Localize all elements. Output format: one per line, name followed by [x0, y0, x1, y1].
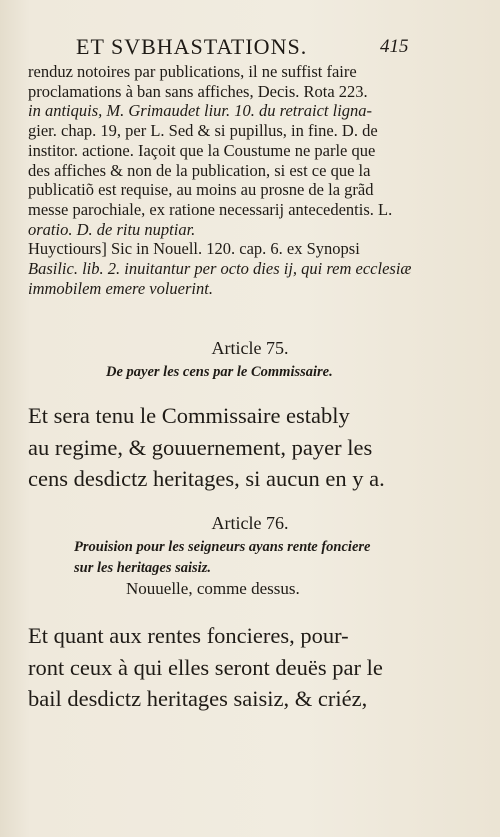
page-number: 415 [380, 36, 409, 57]
note-line: immobilem emere voluerint. [28, 278, 213, 298]
text-line: cens desdictz heritages, si aucun en y a. [28, 466, 385, 491]
note-line: renduz notoires par publications, il ne suffist faire [28, 62, 357, 81]
note-line: oratio. D. de ritu nuptiar. [28, 219, 196, 239]
text-line: bail desdictz heritages saisiz, & criéz, [28, 686, 368, 711]
commentary-notes [28, 62, 424, 298]
article-75-text [28, 400, 428, 495]
note-line: in antiquis, M. Grimaudet liur. 10. du retraict ligna- [28, 101, 373, 121]
article-76-note: Nouuelle, comme dessus. [126, 579, 300, 598]
note-line: des affiches & non de la publication, si est ce que la [28, 160, 371, 180]
note-line: institor. actione. Iaçoit que la Coustume ne parle que [28, 140, 376, 160]
article-75-heading: Article 75. [211, 338, 289, 358]
note-line: proclamations à ban sans affiches, Decis. Rota 223. [28, 81, 368, 101]
article-76-subtitle-line-2: sur les heritages saisiz. [74, 560, 211, 576]
running-title: ET SVBHASTATIONS. [76, 34, 308, 59]
note-line: publicatiõ est requise, au moins au prosne de la grãd [28, 180, 374, 200]
note-line: Huyctiours] Sic in Nouell. 120. cap. 6. ex Synopsi [28, 239, 360, 259]
note-line: messe parochiale, ex ratione necessarij antecedentis. L. [28, 199, 393, 219]
article-75-subtitle: De payer les cens par le Commissaire. [106, 364, 333, 380]
article-76-text [28, 620, 428, 715]
text-line: Et sera tenu le Commissaire estably [28, 403, 350, 428]
text-line: au regime, & gouuernement, payer les [28, 434, 373, 460]
article-76-heading: Article 76. [211, 513, 289, 533]
text-line: ront ceux à qui elles seront deuës par le [28, 654, 383, 680]
text-line: Et quant aux rentes foncieres, pour- [28, 623, 349, 648]
note-line: Basilic. lib. 2. inuitantur per octo dies ij, qui rem ecclesiæ [28, 259, 412, 279]
article-76-subtitle-line-1: Prouision pour les seigneurs ayans rente fonciere [74, 539, 371, 555]
note-line: gier. chap. 19, per L. Sed & si pupillus, in fine. D. de [28, 121, 378, 141]
page-header [0, 34, 500, 62]
